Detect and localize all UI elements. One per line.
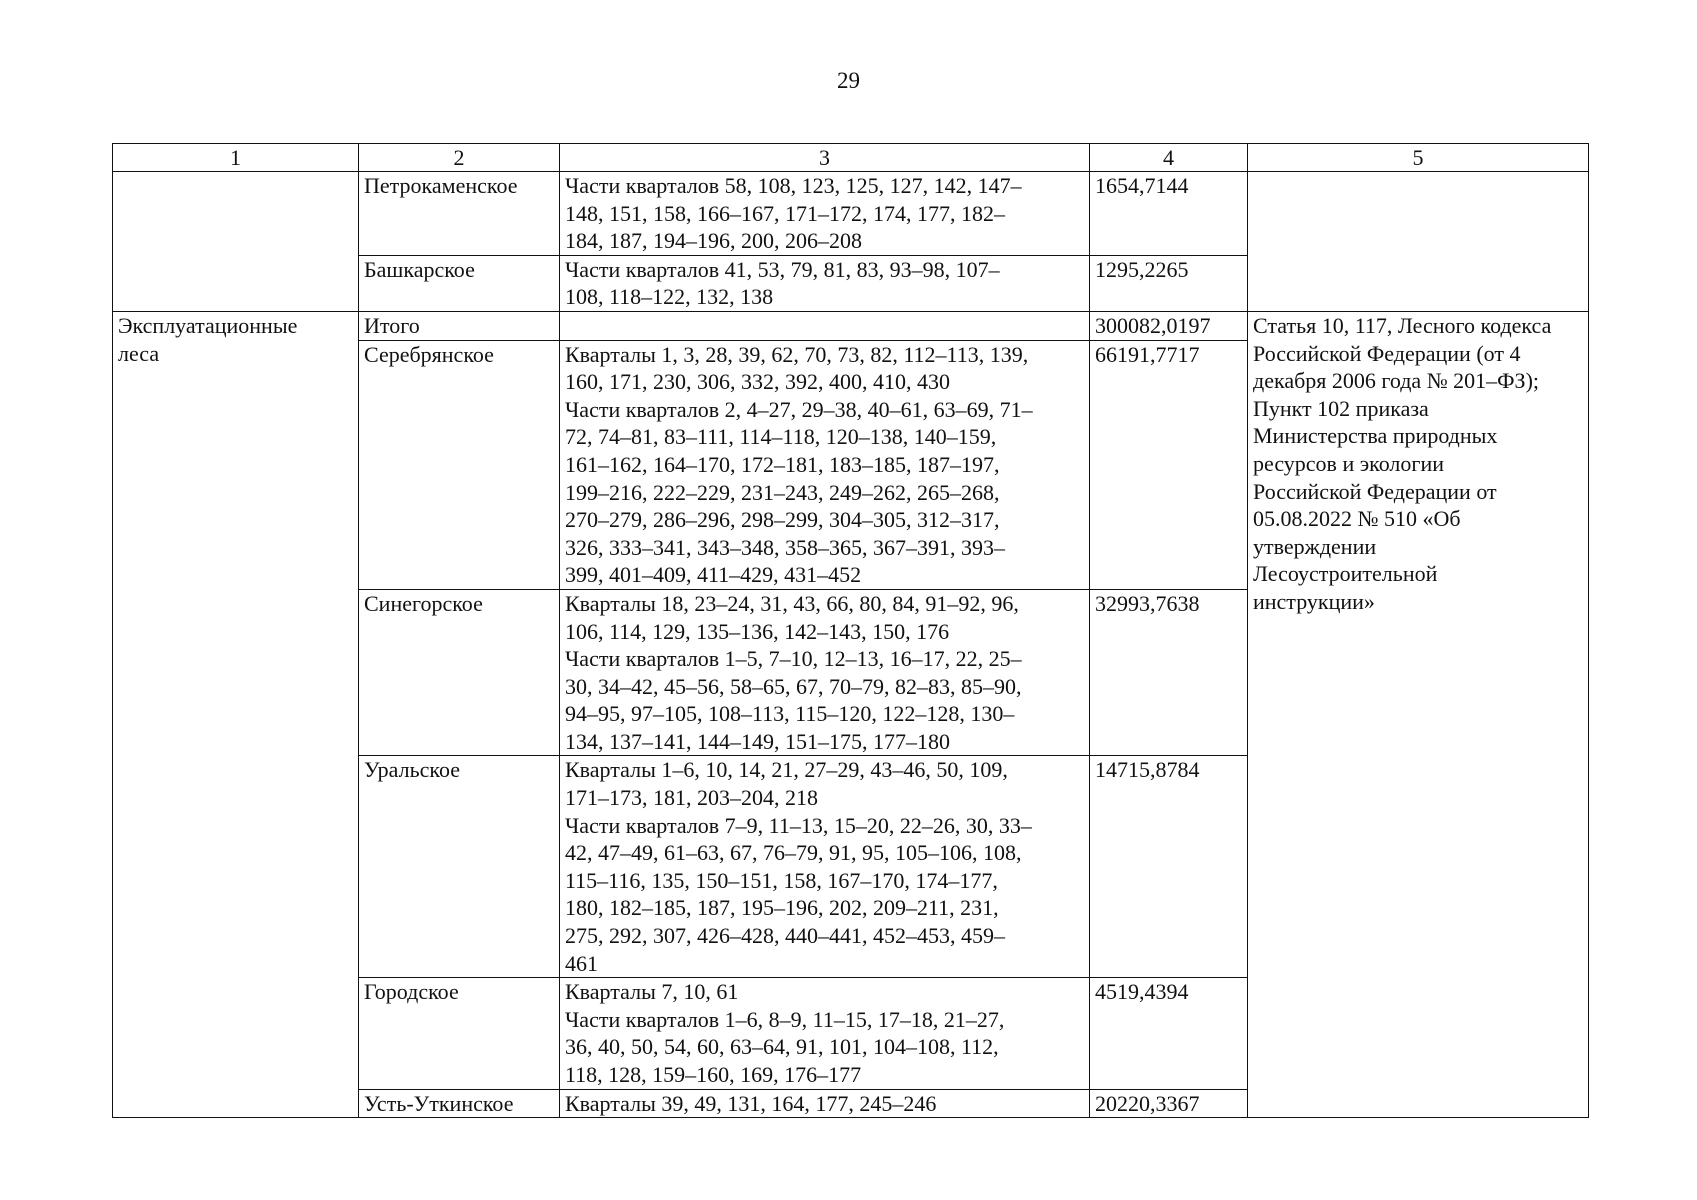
category-line: леса — [118, 340, 160, 366]
forestry-name: Усть-Уткинское — [359, 1089, 560, 1118]
area-value: 1295,2265 — [1090, 255, 1248, 311]
legal-basis-line: Статья 10, 117, Лесного кодекса — [1253, 312, 1552, 338]
forestry-name: Серебрянское — [359, 340, 560, 589]
quarters-cell — [560, 978, 1090, 1089]
quarters-line: 118, 128, 159–160, 169, 176–177 — [565, 1062, 862, 1087]
column-number-2: 2 — [359, 144, 560, 172]
quarters-line: 160, 171, 230, 306, 332, 392, 400, 410, 430 — [565, 369, 950, 395]
quarters-cell — [560, 1089, 1090, 1118]
quarters-line: 108, 118–122, 132, 138 — [565, 284, 774, 310]
quarters-line: 171–173, 181, 203–204, 218 — [565, 785, 818, 811]
quarters-line: 180, 182–185, 187, 195–196, 202, 209–211, 231, — [565, 895, 999, 921]
area-value: 1654,7144 — [1090, 172, 1248, 256]
total-area-value: 300082,0197 — [1090, 311, 1248, 340]
quarters-cell — [560, 172, 1090, 256]
table-row — [113, 172, 1589, 256]
quarters-line: Части кварталов 2, 4–27, 29–38, 40–61, 63–69, 71– — [565, 396, 1033, 422]
forestry-name: Городское — [359, 978, 560, 1089]
legal-basis-line: Министерства природных — [1253, 423, 1498, 449]
quarters-line: Части кварталов 58, 108, 123, 125, 127, 142, 147– — [565, 173, 1022, 198]
quarters-line: 461 — [565, 950, 598, 976]
legal-basis-line: 05.08.2022 № 510 «Об — [1253, 506, 1461, 532]
legal-basis-cell-empty — [1248, 172, 1589, 312]
area-value: 66191,7717 — [1090, 340, 1248, 589]
quarters-cell — [560, 255, 1090, 311]
page-number: 29 — [837, 68, 860, 93]
quarters-line: Части кварталов 7–9, 11–13, 15–20, 22–26, 30, 33– — [565, 812, 1032, 838]
quarters-line: 184, 187, 194–196, 200, 206–208 — [565, 228, 862, 254]
quarters-line: Части кварталов 1–5, 7–10, 12–13, 16–17, 22, 25– — [565, 646, 1022, 672]
quarters-line: 148, 151, 158, 166–167, 171–172, 174, 177, 182– — [565, 200, 1005, 226]
forest-zoning-table — [112, 143, 1589, 1118]
forestry-name: Уральское — [359, 756, 560, 978]
quarters-line: 199–216, 222–229, 231–243, 249–262, 265–268, — [565, 479, 1000, 505]
quarters-line: 161–162, 164–170, 172–181, 183–185, 187–197, — [565, 451, 1000, 477]
quarters-line: Части кварталов 41, 53, 79, 81, 83, 93–98, 107– — [565, 256, 1000, 282]
quarters-line: 275, 292, 307, 426–428, 440–441, 452–453, 459– — [565, 923, 1005, 949]
legal-basis-line: декабря 2006 года № 201–ФЗ); — [1253, 368, 1540, 394]
quarters-cell — [560, 340, 1090, 589]
area-value: 4519,4394 — [1090, 978, 1248, 1089]
quarters-line: Части кварталов 1–6, 8–9, 11–15, 17–18, 21–27, — [565, 1006, 1005, 1032]
category-cell — [113, 311, 359, 1117]
legal-basis-line: Российской Федерации (от 4 — [1253, 340, 1521, 366]
legal-basis-line: Лесоустроительной — [1253, 561, 1438, 587]
area-value: 32993,7638 — [1090, 589, 1248, 756]
category-line: Эксплуатационные — [118, 312, 298, 338]
total-label: Итого — [359, 311, 560, 340]
column-number-row — [113, 144, 1589, 172]
quarters-cell — [560, 589, 1090, 756]
column-number-4: 4 — [1090, 144, 1248, 172]
legal-basis-line: Российской Федерации от — [1253, 478, 1497, 504]
area-value: 20220,3367 — [1090, 1089, 1248, 1118]
quarters-line: Кварталы 1, 3, 28, 39, 62, 70, 73, 82, 112–113, 139, — [565, 341, 1029, 367]
quarters-line: 115–116, 135, 150–151, 158, 167–170, 174–177, — [565, 867, 998, 893]
legal-basis-line: утверждении — [1253, 533, 1377, 559]
column-number-5: 5 — [1248, 144, 1589, 172]
legal-basis-cell — [1248, 311, 1589, 1117]
legal-basis-line: инструкции» — [1253, 588, 1375, 614]
quarters-line: Кварталы 39, 49, 131, 164, 177, 245–246 — [565, 1090, 937, 1116]
area-value: 14715,8784 — [1090, 756, 1248, 978]
quarters-line: 134, 137–141, 144–149, 151–175, 177–180 — [565, 728, 950, 754]
quarters-line: 42, 47–49, 61–63, 67, 76–79, 91, 95, 105–106, 108, — [565, 840, 1022, 866]
forestry-name: Синегорское — [359, 589, 560, 756]
quarters-line: 72, 74–81, 83–111, 114–118, 120–138, 140–159, — [565, 424, 997, 450]
quarters-line: 399, 401–409, 411–429, 431–452 — [565, 562, 862, 588]
category-cell-empty — [113, 172, 359, 312]
total-quarters — [560, 311, 1090, 340]
quarters-line: Кварталы 1–6, 10, 14, 21, 27–29, 43–46, 50, 109, — [565, 757, 1008, 783]
quarters-line: 36, 40, 50, 54, 60, 63–64, 91, 101, 104–108, 112, — [565, 1034, 999, 1060]
legal-basis-line: Пункт 102 приказа — [1253, 395, 1429, 421]
column-number-3: 3 — [560, 144, 1090, 172]
legal-basis-line: ресурсов и экологии — [1253, 450, 1444, 476]
quarters-cell — [560, 756, 1090, 978]
quarters-line: Кварталы 7, 10, 61 — [565, 979, 739, 1005]
forestry-name: Башкарское — [359, 255, 560, 311]
quarters-line: 106, 114, 129, 135–136, 142–143, 150, 176 — [565, 618, 950, 644]
quarters-line: 326, 333–341, 343–348, 358–365, 367–391, 393– — [565, 534, 1005, 560]
column-number-1: 1 — [113, 144, 359, 172]
total-row — [113, 311, 1589, 340]
quarters-line: 30, 34–42, 45–56, 58–65, 67, 70–79, 82–83, 85–90, — [565, 673, 1022, 699]
quarters-line: 270–279, 286–296, 298–299, 304–305, 312–317, — [565, 507, 1000, 533]
quarters-line: Кварталы 18, 23–24, 31, 43, 66, 80, 84, 91–92, 96, — [565, 590, 1019, 616]
forestry-name: Петрокаменское — [359, 172, 560, 256]
quarters-line: 94–95, 97–105, 108–113, 115–120, 122–128, 130– — [565, 701, 1015, 727]
